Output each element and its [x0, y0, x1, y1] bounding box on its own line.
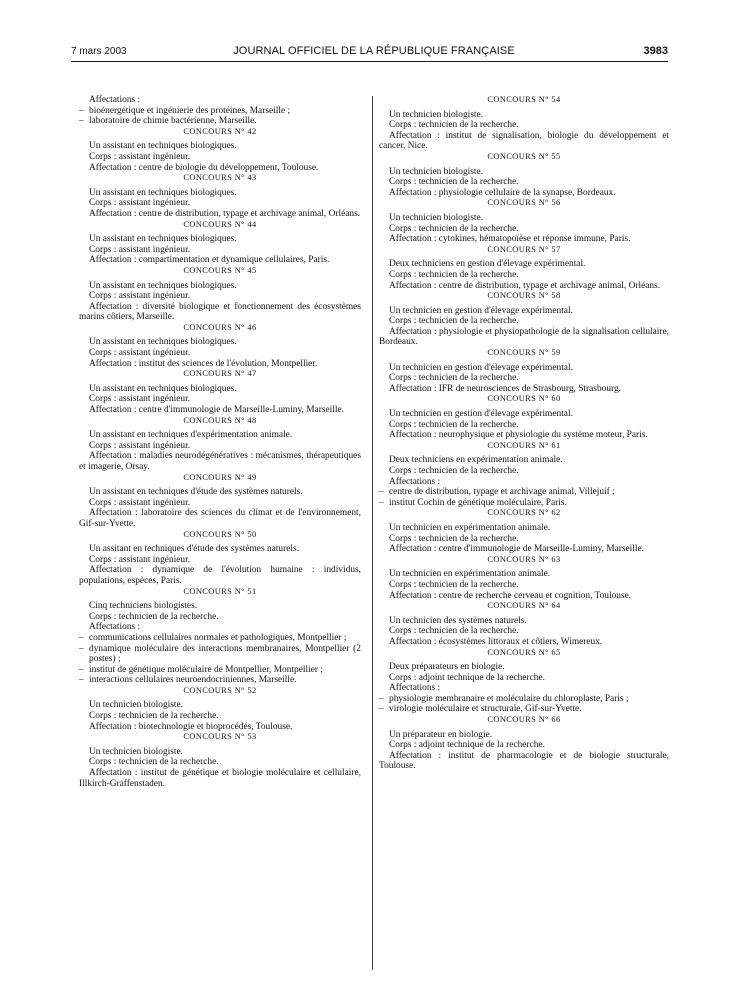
concours-line: Affectations :: [389, 683, 441, 694]
concours-block: [379, 291, 669, 348]
concours-title: CONCOURS N° 42: [183, 126, 257, 136]
concours-line: Affectation : compartimentation et dynamique cellulaires, Paris.: [89, 255, 330, 266]
concours-line: Corps : assistant ingénieur.: [89, 291, 191, 302]
concours-line: Affectation : institut de pharmacologie et de biologie structurale, Toulouse.: [379, 750, 669, 772]
concours-line: Corps : technicien de la recherche.: [389, 120, 519, 131]
column-divider: [372, 96, 373, 970]
concours-line: Affectation : institut des sciences de l'évolution, Montpellier.: [89, 358, 318, 369]
concours-title: CONCOURS N° 66: [487, 715, 561, 725]
concours-line: Corps : technicien de la recherche.: [389, 177, 519, 188]
concours-block: [79, 473, 361, 530]
concours-block: [79, 173, 361, 219]
concours-line: Affectations :: [89, 622, 141, 633]
concours-line: Affectation : centre de biologie du développement, Toulouse.: [89, 162, 319, 173]
concours-line: Affectation : laboratoire des sciences du climat et de l'environnement, Gif-sur-Yvette.: [79, 508, 361, 529]
affectation-item: – physiologie membranaire et moléculaire du chloroplaste, Paris ;: [379, 693, 629, 704]
concours-block: [379, 555, 669, 601]
concours-line: Affectations :: [389, 476, 441, 487]
concours-line: Corps : adjoint technique de la recherche.: [389, 672, 545, 683]
concours-line: Corps : technicien de la recherche.: [389, 316, 519, 327]
concours-title: CONCOURS N° 58: [487, 291, 561, 301]
concours-line: Affectation : institut de génétique et biologie moléculaire et cellulaire, Illkirch-Graffenstaden.: [79, 768, 361, 789]
concours-line: Un assistant en techniques biologiques.: [89, 337, 237, 348]
concours-line: Un technicien biologiste.: [89, 700, 183, 711]
affectation-item: – institut de génétique moléculaire de Montpellier, Montpellier ;: [79, 664, 323, 675]
concours-block: [79, 369, 361, 415]
concours-line: Affectation : neurophysique et physiologie du système moteur, Paris.: [389, 430, 648, 441]
concours-block: [79, 266, 361, 323]
concours-line: Un assistant en techniques biologiques.: [89, 141, 237, 152]
concours-line: Cinq techniciens biologistes.: [89, 601, 198, 612]
concours-title: CONCOURS N° 53: [183, 732, 257, 742]
concours-line: Corps : technicien de la recherche.: [89, 611, 219, 622]
journal-title: JOURNAL OFFICIEL DE LA RÉPUBLIQUE FRANÇAISE: [233, 45, 515, 57]
concours-line: Corps : technicien de la recherche.: [89, 757, 219, 768]
concours-block: [79, 416, 361, 473]
concours-block: [379, 152, 669, 198]
concours-line: Corps : assistant ingénieur.: [89, 244, 191, 255]
concours-title: CONCOURS N° 49: [183, 472, 257, 482]
concours-line: Corps : assistant ingénieur.: [89, 554, 191, 565]
concours-line: Affectation : institut de signalisation, biologie du développement et cancer, Nice.: [379, 130, 669, 152]
affectation-item: – bioénergétique et ingénierie des protéines, Marseille ;: [79, 105, 291, 116]
concours-line: Un technicien biologiste.: [389, 109, 483, 120]
concours-block: [79, 323, 361, 369]
page-header: [0, 0, 748, 64]
concours-block: [379, 508, 669, 554]
concours-block: [379, 715, 669, 772]
concours-line: Corps : assistant ingénieur.: [89, 497, 191, 508]
concours-line: Corps : technicien de la recherche.: [389, 269, 519, 280]
concours-block: [379, 198, 669, 244]
concours-title: CONCOURS N° 54: [487, 95, 561, 104]
concours-title: CONCOURS N° 44: [183, 219, 257, 229]
left-column: [79, 95, 361, 789]
concours-line: Un assistant en techniques biologiques.: [89, 187, 237, 198]
concours-title: CONCOURS N° 61: [487, 440, 561, 450]
concours-line: Un technicien des systèmes naturels.: [389, 615, 527, 626]
concours-title: CONCOURS N° 65: [487, 647, 561, 657]
concours-block: [79, 686, 361, 732]
intro-block: [79, 95, 361, 127]
concours-line: Corps : assistant ingénieur.: [89, 151, 191, 162]
concours-line: Affectation : centre de distribution, typage et archivage animal, Orléans.: [89, 208, 361, 219]
concours-block: [379, 245, 669, 291]
concours-line: Corps : technicien de la recherche.: [389, 466, 519, 476]
concours-title: CONCOURS N° 45: [183, 265, 257, 275]
concours-block: [379, 648, 669, 716]
concours-line: Corps : technicien de la recherche.: [389, 419, 519, 430]
concours-line: Corps : technicien de la recherche.: [389, 223, 519, 234]
concours-line: Un assistant en techniques biologiques.: [89, 280, 237, 291]
concours-line: Corps : assistant ingénieur.: [89, 198, 191, 209]
concours-line: Deux préparateurs en biologie.: [389, 662, 505, 673]
concours-block: [79, 530, 361, 587]
concours-title: CONCOURS N° 57: [487, 244, 561, 254]
concours-title: CONCOURS N° 51: [183, 586, 257, 596]
concours-block: [79, 587, 361, 686]
concours-line: Un technicien en gestion d'élevage expérimental.: [389, 362, 573, 373]
affectation-item: – virologie moléculaire et structurale, Gif-sur-Yvette.: [379, 704, 582, 715]
concours-title: CONCOURS N° 47: [183, 369, 257, 379]
page-number: 3983: [643, 45, 668, 57]
affectation-item: – institut Cochin de génétique moléculaire, Paris.: [379, 497, 567, 508]
concours-line: Affectation : centre de recherche cerveau et cognition, Toulouse.: [389, 590, 632, 601]
concours-block: [379, 95, 669, 152]
concours-line: Un technicien en expérimentation animale.: [389, 522, 551, 533]
right-column: [379, 95, 669, 772]
concours-title: CONCOURS N° 62: [487, 508, 561, 518]
concours-block: [379, 441, 669, 509]
concours-line: Affectation : biotechnologie et bioprocédés, Toulouse.: [89, 721, 293, 732]
concours-line: Un assistant en techniques d'expérimentation animale.: [89, 430, 293, 441]
concours-line: Corps : assistant ingénieur.: [89, 440, 191, 451]
concours-line: Affectation : dynamique de l'évolution humaine : individus, populations, espèces, Paris.: [79, 565, 361, 586]
concours-line: Affectation : centre de distribution, typage et archivage animal, Orléans.: [389, 280, 661, 291]
concours-line: Un assistant en techniques biologiques.: [89, 234, 237, 245]
concours-line: Affectation : IFR de neurosciences de Strasbourg, Strasbourg.: [389, 383, 621, 394]
header-date: 7 mars 2003: [71, 46, 127, 57]
concours-block: [379, 348, 669, 394]
concours-line: Affectation : cytokines, hématopoïèse et réponse immune, Paris.: [389, 234, 631, 245]
concours-block: [79, 127, 361, 173]
concours-line: Affectation : écosystèmes littoraux et côtiers, Wimereux.: [389, 636, 603, 647]
concours-line: Un préparateur en biologie.: [389, 729, 493, 740]
concours-line: Corps : assistant ingénieur.: [89, 348, 191, 359]
concours-title: CONCOURS N° 56: [487, 198, 561, 208]
affectations-label: Affectations :: [89, 95, 141, 105]
concours-line: Un technicien biologiste.: [389, 166, 483, 177]
concours-title: CONCOURS N° 46: [183, 322, 257, 332]
affectation-item: – dynamique moléculaire des interactions membranaires, Montpellier (2 postes) ;: [79, 643, 361, 665]
affectation-item: – communications cellulaires normales et pathologiques, Montpellier ;: [79, 632, 347, 643]
concours-line: Affectation : physiologie et physiopathologie de la signalisation cellulaire, Bordeaux.: [379, 326, 669, 348]
concours-block: [79, 220, 361, 266]
concours-block: [79, 732, 361, 789]
concours-title: CONCOURS N° 43: [183, 173, 257, 183]
concours-line: Un technicien biologiste.: [89, 746, 183, 757]
concours-line: Un assitant en techniques d'étude des systèmes naturels.: [89, 544, 299, 555]
concours-line: Un technicien en gestion d'élevage expérimental.: [389, 305, 573, 316]
concours-line: Affectation : centre d'immunologie de Marseille-Luminy, Marseille.: [89, 405, 344, 416]
concours-title: CONCOURS N° 59: [487, 348, 561, 358]
affectation-item: – laboratoire de chimie bactérienne, Marseille.: [79, 116, 257, 127]
affectation-item: – interactions cellulaires neuroendocriniennes, Marseille.: [79, 675, 297, 686]
header-rule: [71, 61, 668, 62]
concours-line: Un technicien biologiste.: [389, 212, 483, 223]
concours-title: CONCOURS N° 55: [487, 151, 561, 161]
concours-title: CONCOURS N° 63: [487, 554, 561, 564]
concours-block: [379, 601, 669, 647]
concours-line: Corps : technicien de la recherche.: [389, 373, 519, 384]
concours-line: Deux techniciens en gestion d'élevage expérimental.: [389, 259, 586, 270]
concours-line: Affectation : physiologie cellulaire de la synapse, Bordeaux.: [389, 187, 616, 198]
concours-line: Affectation : diversité biologique et fonctionnement des écosystèmes marins côtiers, Marseille.: [79, 301, 361, 323]
affectation-item: – centre de distribution, typage et archivage animal, Villejuif ;: [379, 487, 615, 498]
concours-line: Un technicien en expérimentation animale.: [389, 569, 551, 580]
concours-line: Affectation : centre d'immunologie de Marseille-Luminy, Marseille.: [389, 544, 644, 555]
concours-line: Un assistant en techniques d'étude des systèmes naturels.: [89, 487, 303, 498]
concours-line: Corps : technicien de la recherche.: [89, 711, 219, 722]
concours-block: [379, 394, 669, 440]
concours-line: Un technicien en gestion d'élevage expérimental.: [389, 409, 573, 420]
concours-title: CONCOURS N° 48: [183, 415, 257, 425]
concours-line: Affectation : maladies neurodégénératives : mécanismes, thérapeutiques et imagerie, Orsay.: [79, 451, 361, 472]
concours-title: CONCOURS N° 50: [183, 529, 257, 539]
concours-title: CONCOURS N° 52: [183, 685, 257, 695]
concours-title: CONCOURS N° 60: [487, 394, 561, 404]
concours-line: Corps : technicien de la recherche.: [389, 533, 519, 544]
concours-title: CONCOURS N° 64: [487, 601, 561, 611]
concours-line: Corps : assistant ingénieur.: [89, 394, 191, 405]
concours-line: Corps : adjoint technique de la recherche.: [389, 740, 545, 751]
concours-line: Deux techniciens en expérimentation animale.: [389, 455, 563, 466]
concours-line: Un assistant en techniques biologiques.: [89, 383, 237, 394]
concours-line: Corps : technicien de la recherche.: [389, 579, 519, 590]
concours-line: Corps : technicien de la recherche.: [389, 626, 519, 637]
